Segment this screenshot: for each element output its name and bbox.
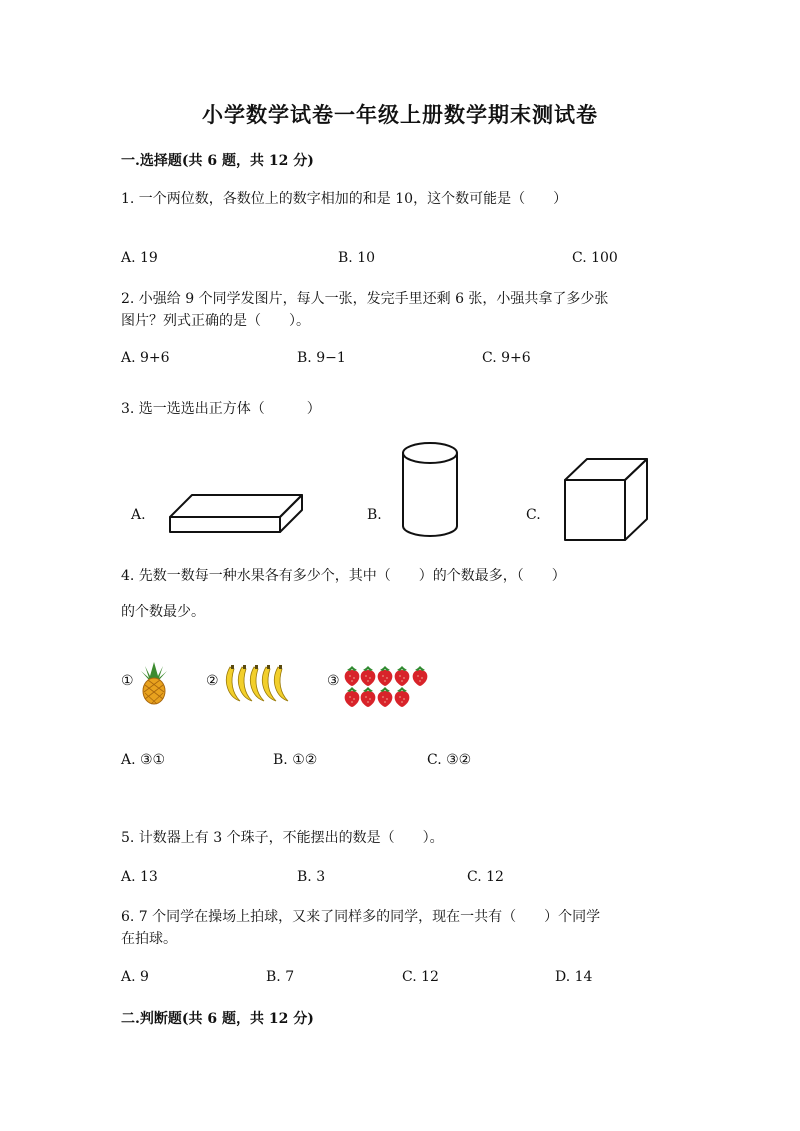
question-5: 5. 计数器上有 3 个珠子，不能摆出的数是（ ）。 [121, 830, 444, 846]
strawberries-icon [340, 664, 435, 708]
q3-option-c[interactable]: C. [526, 507, 541, 523]
q6-option-c[interactable]: C. 12 [402, 969, 439, 985]
q3-option-a[interactable]: A. [131, 507, 146, 523]
fruit-marker-3: ③ [327, 673, 340, 689]
question-4-line1: 4. 先数一数每一种水果各有多少个，其中（ ）的个数最多，（ ） [121, 568, 566, 584]
q1-option-b[interactable]: B. 10 [338, 250, 376, 266]
bananas-icon [222, 663, 297, 705]
question-2-line2: 图片？列式正确的是（ ）。 [121, 313, 310, 329]
q1-option-c[interactable]: C. 100 [572, 250, 618, 266]
q6-option-d[interactable]: D. 14 [555, 969, 593, 985]
fruit-marker-2: ② [206, 673, 219, 689]
pineapple-icon [137, 660, 171, 706]
question-2-line1: 2. 小强给 9 个同学发图片，每人一张，发完手里还剩 6 张，小强共拿了多少张 [121, 291, 609, 307]
section-heading-judgement: 二.判断题(共 6 题，共 12 分) [121, 1011, 314, 1027]
q2-option-b[interactable]: B. 9−1 [297, 350, 346, 366]
q4-option-b[interactable]: B. ①② [273, 752, 318, 768]
q6-option-a[interactable]: A. 9 [121, 969, 149, 985]
q5-option-a[interactable]: A. 13 [121, 869, 158, 885]
q1-option-a[interactable]: A. 19 [121, 250, 158, 266]
question-6-line2: 在拍球。 [121, 931, 177, 947]
page-title: 小学数学试卷一年级上册数学期末测试卷 [202, 102, 598, 127]
q3-option-b[interactable]: B. [367, 507, 382, 523]
question-1: 1. 一个两位数，各数位上的数字相加的和是 10，这个数可能是（ ） [121, 191, 568, 207]
q2-option-a[interactable]: A. 9+6 [121, 350, 170, 366]
section-heading-choice: 一.选择题(共 6 题，共 12 分) [121, 153, 314, 169]
question-6-line1: 6. 7 个同学在操场上拍球，又来了同样多的同学，现在一共有（ ）个同学 [121, 909, 601, 925]
question-3: 3. 选一选选出正方体（ ） [121, 401, 321, 417]
q5-option-c[interactable]: C. 12 [467, 869, 504, 885]
cuboid-shape [160, 485, 310, 540]
q2-option-c[interactable]: C. 9+6 [482, 350, 531, 366]
q4-option-c[interactable]: C. ③② [427, 752, 472, 768]
cylinder-shape [396, 438, 466, 543]
question-4-line2: 的个数最少。 [121, 604, 205, 620]
q4-option-a[interactable]: A. ③① [121, 752, 166, 768]
q6-option-b[interactable]: B. 7 [266, 969, 295, 985]
fruit-marker-1: ① [121, 673, 134, 689]
cube-shape [555, 452, 655, 547]
q5-option-b[interactable]: B. 3 [297, 869, 326, 885]
